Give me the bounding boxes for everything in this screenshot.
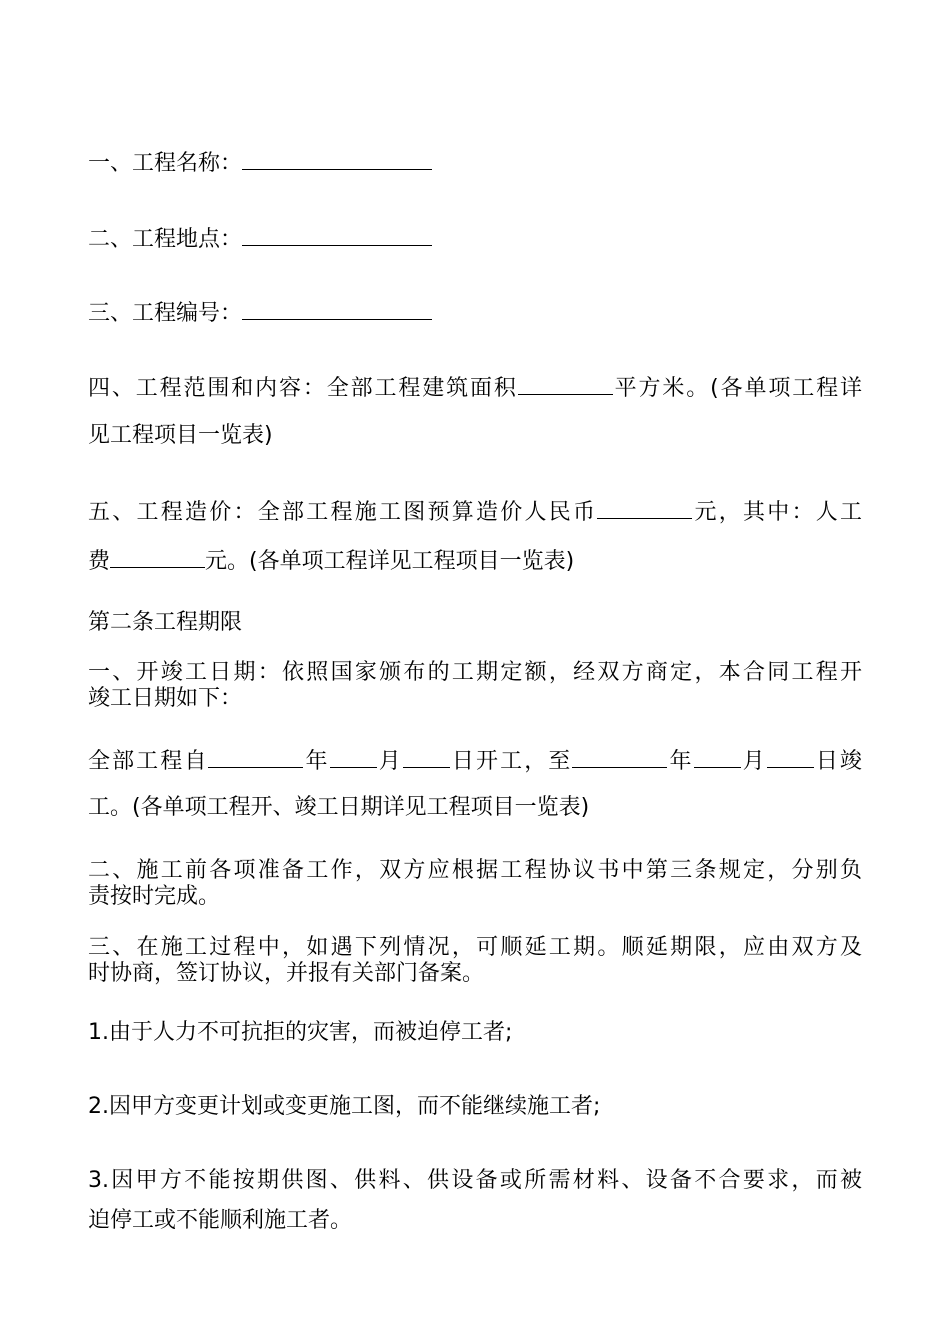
case-item-3-line-2: 迫停工或不能顺利施工者。 (88, 1208, 353, 1233)
start-day-blank[interactable] (403, 746, 450, 768)
schedule-intro-line-1: 一、开竣工日期：依照国家颁布的工期定额，经双方商定，本合同工程开 (88, 660, 862, 685)
year-label: 年 (303, 749, 330, 774)
year-label-2: 年 (667, 749, 694, 774)
start-month-blank[interactable] (330, 746, 377, 768)
project-scope-line-1 (88, 373, 862, 402)
project-scope-line-2 (88, 423, 273, 449)
end-month-blank[interactable] (694, 746, 741, 768)
project-number-label: 三、工程编号： (88, 301, 243, 326)
month-label-2: 月 (740, 749, 767, 774)
project-cost-text-a: 五、工程造价：全部工程施工图预算造价人民币 (88, 500, 598, 525)
schedule-intro-line-2: 竣工日期如下： (88, 686, 243, 711)
preparation-line-2: 责按时完成。 (88, 884, 221, 909)
case-item-2: 2.因甲方变更计划或变更施工图，而不能继续施工者; (88, 1094, 601, 1119)
labor-cost-blank[interactable] (110, 546, 205, 568)
project-name-line (88, 148, 432, 177)
project-scope-text-a: 四、工程范围和内容：全部工程建筑面积 (88, 376, 518, 401)
schedule-dates-line-2: 工。(各单项工程开、竣工日期详见工程项目一览表) (88, 795, 590, 820)
project-name-blank[interactable] (242, 148, 432, 170)
project-number-line (88, 298, 432, 327)
project-scope-text-b: 平方米。(各单项工程详 (612, 376, 862, 401)
project-location-label: 二、工程地点： (88, 227, 243, 252)
total-cost-blank[interactable] (597, 497, 692, 519)
end-label: 日竣 (813, 749, 862, 774)
end-day-blank[interactable] (767, 746, 814, 768)
case-item-1: 1.由于人力不可抗拒的灾害，而被迫停工者; (88, 1020, 513, 1045)
project-cost-text-b: 元，其中：人工 (692, 500, 862, 525)
extension-line-1: 三、在施工过程中，如遇下列情况，可顺延工期。顺延期限，应由双方及 (88, 935, 862, 960)
project-location-blank[interactable] (242, 224, 432, 246)
preparation-line-1: 二、施工前各项准备工作，双方应根据工程协议书中第三条规定，分别负 (88, 858, 862, 883)
project-cost-text-d: 元。(各单项工程详见工程项目一览表) (205, 549, 575, 574)
project-location-line (88, 224, 432, 253)
start-year-blank[interactable] (208, 746, 303, 768)
project-cost-line-2 (88, 546, 574, 575)
dates-prefix: 全部工程自 (88, 749, 209, 774)
case-item-3-line-1: 3.因甲方不能按期供图、供料、供设备或所需材料、设备不合要求，而被 (88, 1168, 862, 1193)
project-number-blank[interactable] (242, 298, 432, 320)
schedule-dates-line-1 (88, 746, 862, 775)
project-name-label: 一、工程名称： (88, 151, 243, 176)
building-area-blank[interactable] (518, 373, 613, 395)
project-scope-text-c: 见工程项目一览表) (88, 423, 273, 448)
month-label: 月 (376, 749, 403, 774)
start-label: 日开工，至 (449, 749, 573, 774)
section-heading: 第二条工程期限 (88, 610, 243, 635)
project-cost-text-c: 费 (88, 549, 111, 574)
extension-line-2: 时协商，签订协议，并报有关部门备案。 (88, 961, 485, 986)
project-cost-line-1 (88, 497, 862, 526)
end-year-blank[interactable] (572, 746, 667, 768)
